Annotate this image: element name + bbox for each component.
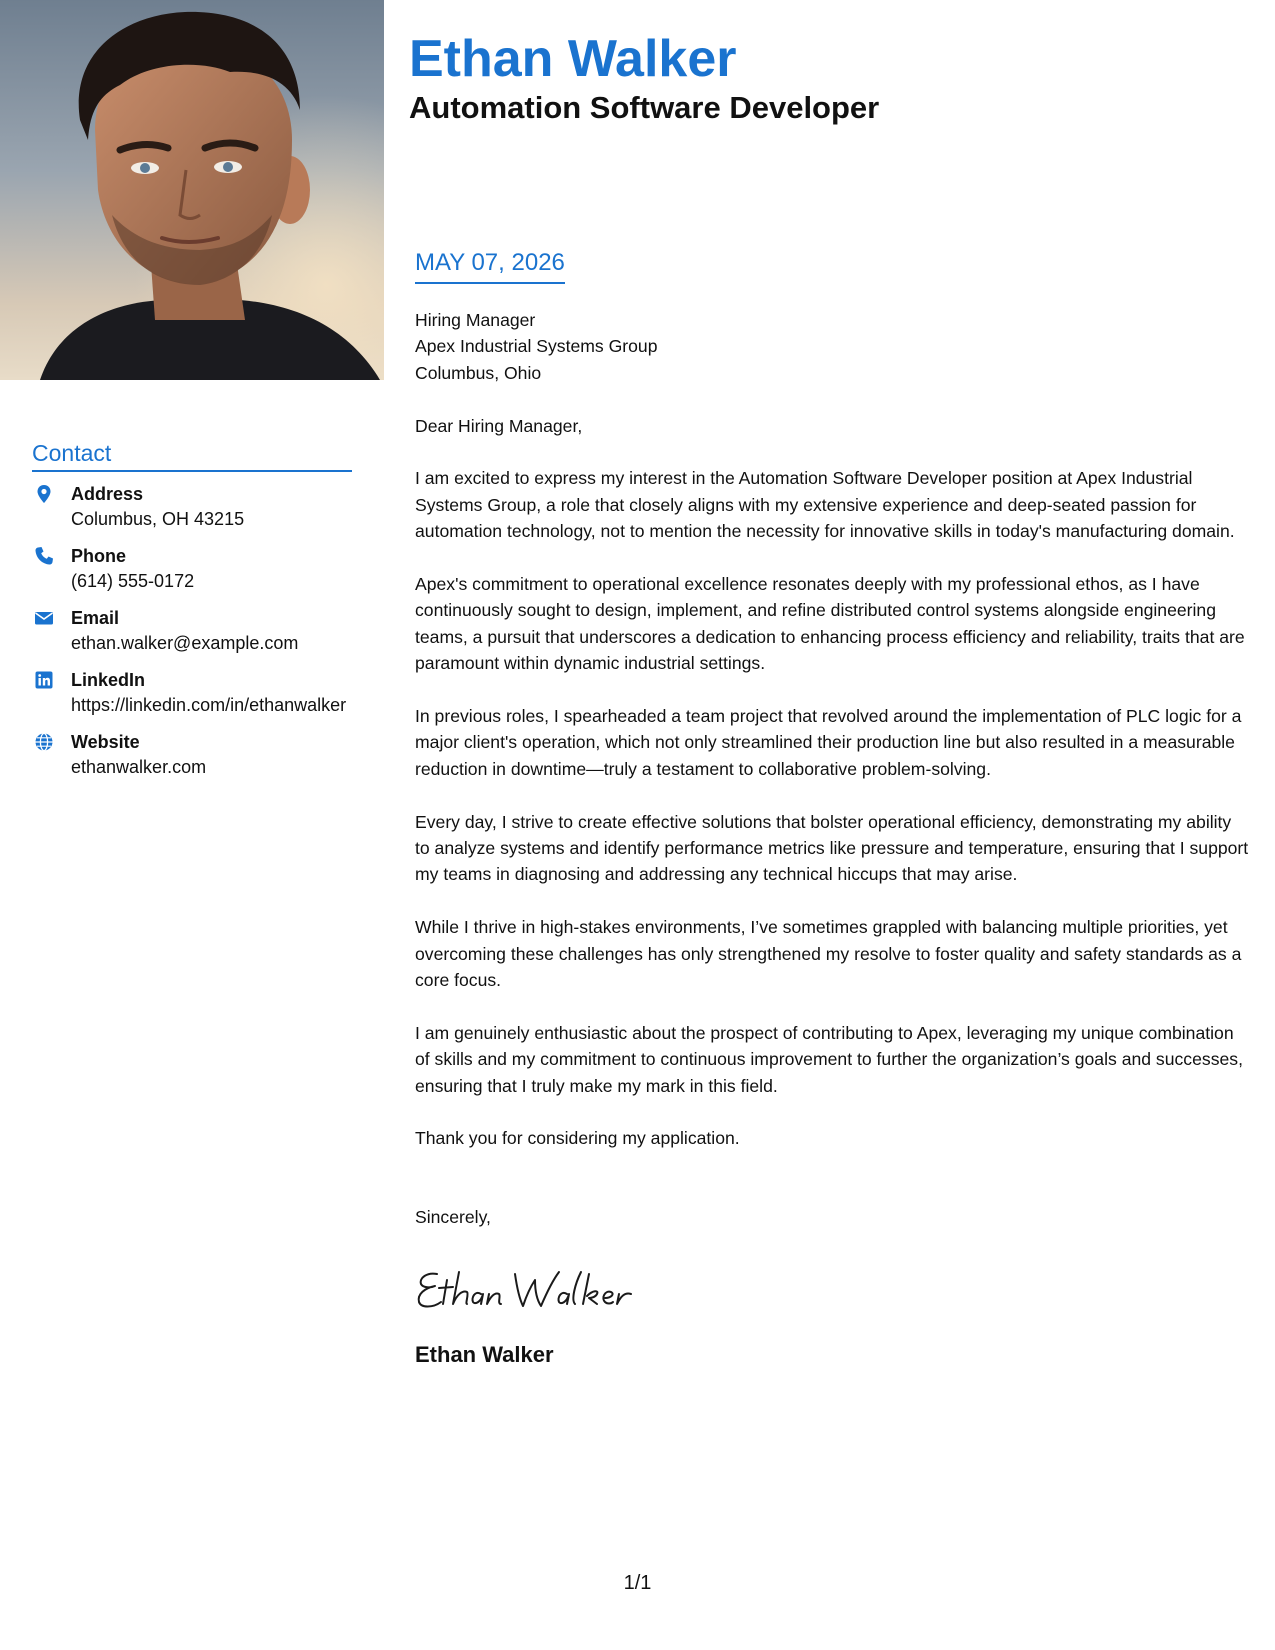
contact-item-linkedin	[32, 668, 352, 718]
contact-item-phone	[32, 544, 352, 594]
profile-photo	[0, 0, 384, 380]
phone-icon	[34, 546, 54, 566]
candidate-role: Automation Software Developer	[409, 90, 880, 125]
contact-item-website	[32, 730, 352, 780]
letter-paragraph: Every day, I strive to create effective solutions that bolster operational efficiency, demonstrating my ability to analyze systems and identify performance metrics like pressure and temperature, ensuring that I support my teams in diagnosing and addressing any technical hiccups that may arise.	[415, 811, 1249, 885]
contact-value: Columbus, OH 43215	[71, 509, 245, 529]
contact-item-email	[32, 606, 352, 656]
contact-list	[32, 482, 352, 792]
letter-paragraph: Apex's commitment to operational excellence resonates deeply with my professional ethos, as I have continuously sought to design, implement, and refine distributed control systems alongside engineering teams, a pursuit that underscores a dedication to enhancing process efficiency and reliability, traits that are paramount within dynamic industrial settings.	[415, 574, 1245, 674]
letter-paragraph: Thank you for considering my application.	[415, 1128, 740, 1149]
contact-label: Phone	[71, 546, 127, 566]
page-number: 1/1	[623, 1572, 652, 1594]
linkedin-icon	[34, 670, 54, 690]
candidate-name: Ethan Walker	[409, 30, 737, 88]
globe-icon	[34, 732, 54, 752]
recipient-title: Hiring Manager	[415, 310, 536, 330]
contact-value: ethan.walker@example.com	[71, 633, 299, 653]
location-pin-icon	[34, 484, 54, 504]
letter-paragraph: I am excited to express my interest in the Automation Software Developer position at Apex Industrial Systems Group, a role that closely aligns with my extensive experience and deep-seated passion for automation technology, not to mention the necessity for innovative skills in today's manufacturing domain.	[415, 468, 1235, 542]
letter-paragraph: In previous roles, I spearheaded a team project that revolved around the implementation of PLC logic for a major client's operation, which not only streamlined their production line but also resulted in a measurable reduction in downtime—truly a testament to collaborative problem-solving.	[415, 706, 1242, 779]
recipient-block	[415, 307, 1250, 386]
recipient-location: Columbus, Ohio	[415, 362, 542, 383]
contact-section-title: Contact	[32, 438, 352, 472]
handwritten-signature	[415, 1260, 1250, 1316]
contact-label: Website	[71, 732, 140, 752]
contact-item-address	[32, 482, 352, 532]
letter-body	[415, 307, 1250, 1370]
letter-paragraph: I am genuinely enthusiastic about the prospect of contributing to Apex, leveraging my unique combination of skills and my commitment to continuous improvement to further the organization’s goals and successes, ensuring that I truly make my mark in this field.	[415, 1022, 1243, 1096]
contact-value-link[interactable]: https://linkedin.com/in/ethanwalker	[71, 695, 347, 715]
contact-value: (614) 555-0172	[71, 571, 195, 591]
recipient-company: Apex Industrial Systems Group	[415, 336, 658, 357]
contact-label: LinkedIn	[71, 670, 146, 690]
signer-name: Ethan Walker	[415, 1342, 554, 1368]
contact-label: Address	[71, 484, 144, 504]
salutation: Dear Hiring Manager,	[415, 415, 583, 436]
contact-value-link[interactable]: ethanwalker.com	[71, 757, 207, 777]
letter-date: MAY 07, 2026	[415, 247, 565, 284]
closing: Sincerely,	[415, 1206, 491, 1227]
letter-paragraph: While I thrive in high-stakes environments, I’ve sometimes grappled with balancing multiple priorities, yet overcoming these challenges has only strengthened my resolve to foster quality and safety standards as a core focus.	[415, 917, 1242, 991]
envelope-icon	[34, 608, 54, 628]
contact-label: Email	[71, 608, 120, 628]
